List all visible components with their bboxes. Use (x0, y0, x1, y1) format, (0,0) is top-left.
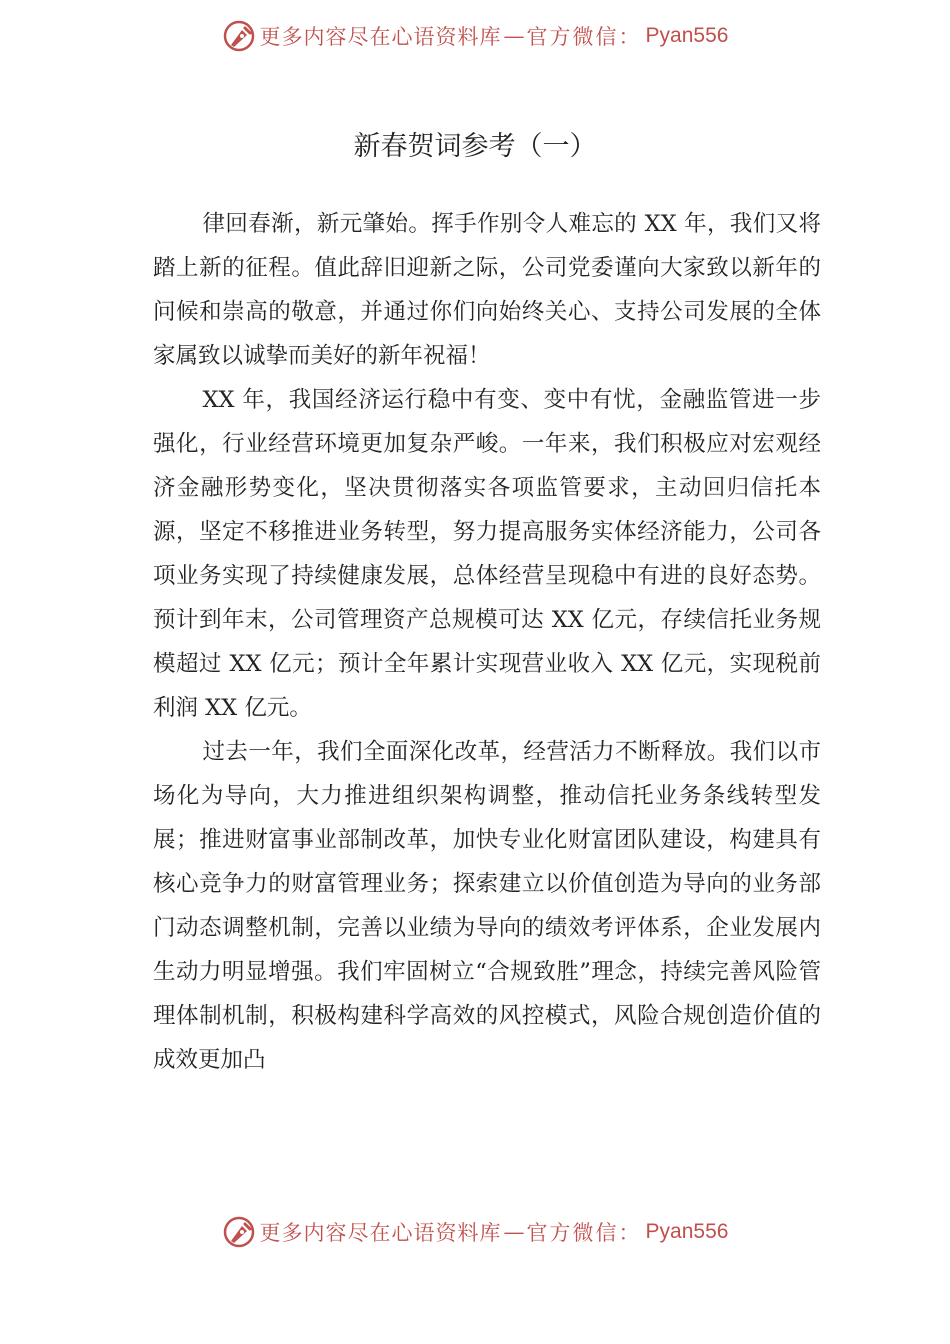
footer-separator: — (503, 1220, 525, 1244)
header-separator: — (503, 24, 525, 48)
pen-nib-logo-icon (222, 19, 256, 53)
footer-wechat-id: Pyan556 (645, 1220, 729, 1243)
paragraph-1: 律回春渐，新元肇始。挥手作别令人难忘的 XX 年，我们又将踏上新的征程。值此辞旧迎新之际，公司党委谨向大家致以新年的问候和崇高的敬意，并通过你们向始终关心、支持公司发展的全体家属致以诚挚而美好的新年祝福！ (153, 211, 821, 369)
header-site-name: 更多内容尽在心语资料库 (259, 25, 502, 49)
footer-wechat-label: 官方微信： (526, 1221, 642, 1245)
footer-site-name: 更多内容尽在心语资料库 (259, 1221, 502, 1245)
page-title: 新春贺词参考（一） (353, 131, 597, 162)
header-wechat-label: 官方微信： (526, 25, 642, 49)
paragraph-3: 过去一年，我们全面深化改革，经营活力不断释放。我们以市场化为导向，大力推进组织架构调整，推动信托业务条线转型发展；推进财富事业部制改革，加快专业化财富团队建设，构建具有核心竞争力的财富管理业务；探索建立以价值创造为导向的业务部门动态调整机制，完善以业绩为导向的绩效考评体系，企业发展内生动力明显增强。我们牢固树立“合规致胜”理念，持续完善风险管理体制机制，积极构建科学高效的风控模式，风险合规创造价值的成效更加凸 (153, 739, 821, 1073)
header-banner (0, 16, 950, 56)
pen-nib-logo-icon (222, 1215, 256, 1249)
header-wechat-id: Pyan556 (645, 24, 729, 47)
footer-banner (0, 1212, 950, 1252)
paragraph-2: XX 年，我国经济运行稳中有变、变中有忧，金融监管进一步强化，行业经营环境更加复杂严峻。一年来，我们积极应对宏观经济金融形势变化，坚决贯彻落实各项监管要求，主动回归信托本源，坚定不移推进业务转型，努力提高服务实体经济能力，公司各项业务实现了持续健康发展，总体经营呈现稳中有进的良好态势。预计到年末，公司管理资产总规模可达 XX 亿元，存续信托业务规模超过 XX 亿元；预计全年累计实现营业收入 XX 亿元，实现税前利润 XX 亿元。 (153, 387, 821, 721)
document-body (153, 202, 821, 1082)
